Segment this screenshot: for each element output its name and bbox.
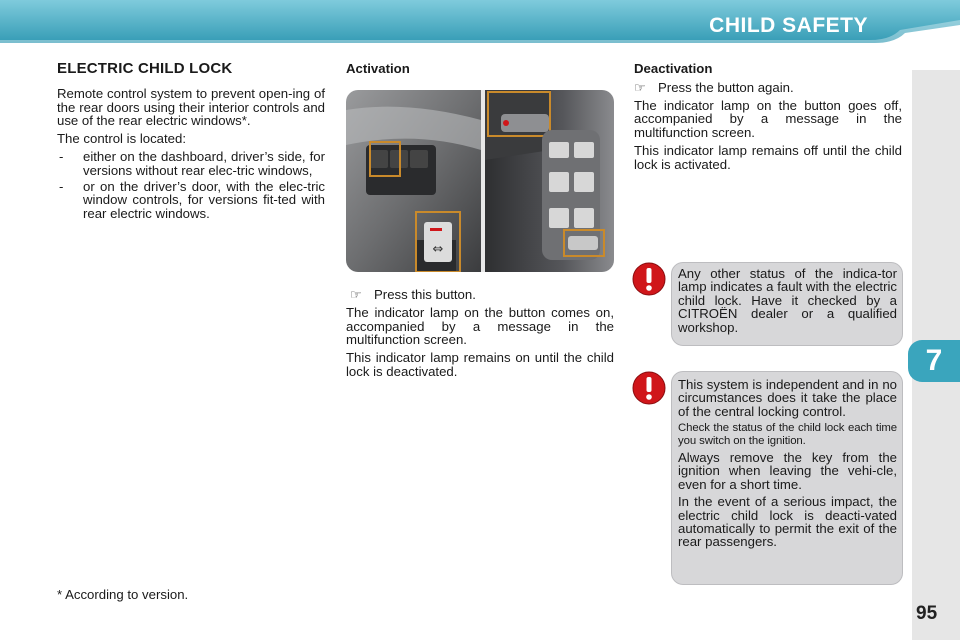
list-item <box>57 150 325 178</box>
control-illustration <box>346 90 614 272</box>
list-item <box>57 180 325 221</box>
pointing-hand-icon: ☞ <box>350 287 362 302</box>
activation-heading: Activation <box>346 61 410 76</box>
location-paragraph: The control is located: <box>57 131 187 147</box>
activation-paragraph: This indicator lamp remains on until the child lock is deactivated. <box>346 350 614 379</box>
dash-marker: - <box>59 148 64 164</box>
warning-text: Always remove the key from the ignition when leaving the vehi-cle, even for a short time. <box>678 450 897 492</box>
warning-text-block <box>678 378 897 553</box>
activation-paragraph: The indicator lamp on the button comes on, accompanied by a message in the multifunction screen. <box>346 304 614 348</box>
activation-instruction <box>346 288 614 302</box>
dash-marker: - <box>59 178 64 194</box>
list-item-text: or on the driver’s door, with the elec-tric window controls, for versions fit-ted with rear electric windows. <box>83 178 325 222</box>
warning-exclamation-icon <box>632 371 666 405</box>
warning-text-block <box>678 267 897 338</box>
chapter-tab[interactable]: 7 <box>908 340 960 382</box>
activation-heading-block <box>346 62 614 81</box>
activation-text <box>346 288 614 383</box>
control-photo <box>346 90 614 272</box>
deactivation-column <box>634 62 902 176</box>
deactivation-heading: Deactivation <box>634 61 713 76</box>
instruction-text: Press the button again. <box>658 79 794 95</box>
deactivation-paragraph: The indicator lamp on the button goes off, accompanied by a message in the multifunction screen. <box>634 97 902 141</box>
warning-text: Check the status of the child lock each time you switch on the ignition. <box>678 422 897 447</box>
list-item-text: either on the dashboard, driver’s side, for versions without rear elec-tric windows, <box>83 148 325 178</box>
footnote: * According to version. <box>57 587 189 602</box>
header-band <box>0 0 960 46</box>
pointing-hand-icon: ☞ <box>634 79 646 95</box>
section-heading: ELECTRIC CHILD LOCK <box>57 60 233 77</box>
svg-text:⇔: ⇔ <box>432 242 444 257</box>
warning-text: This system is independent and in no circumstances does it take the place of the central locking control. <box>678 377 897 419</box>
warning-text: In the event of a serious impact, the electric child lock is deacti-vated automatically to permit the exit of the rear passengers. <box>678 494 897 550</box>
deactivation-instruction <box>634 81 902 95</box>
deactivation-paragraph: This indicator lamp remains off until the child lock is activated. <box>634 142 902 172</box>
intro-paragraph: Remote control system to prevent open-ing of the rear doors using their interior controls and use of the rear electric windows*. <box>57 85 325 129</box>
warning-box <box>671 371 903 585</box>
warning-text: Any other status of the indica-tor lamp indicates a fault with the electric child lock. Have it checked by a CITROËN dealer or a qualified workshop. <box>678 266 897 335</box>
instruction-text: Press this button. <box>374 287 476 302</box>
warning-box <box>671 262 903 346</box>
page-number: 95 <box>916 603 938 624</box>
warning-exclamation-icon <box>632 262 666 296</box>
left-column <box>57 62 325 223</box>
chapter-title: CHILD SAFETY <box>709 14 868 37</box>
